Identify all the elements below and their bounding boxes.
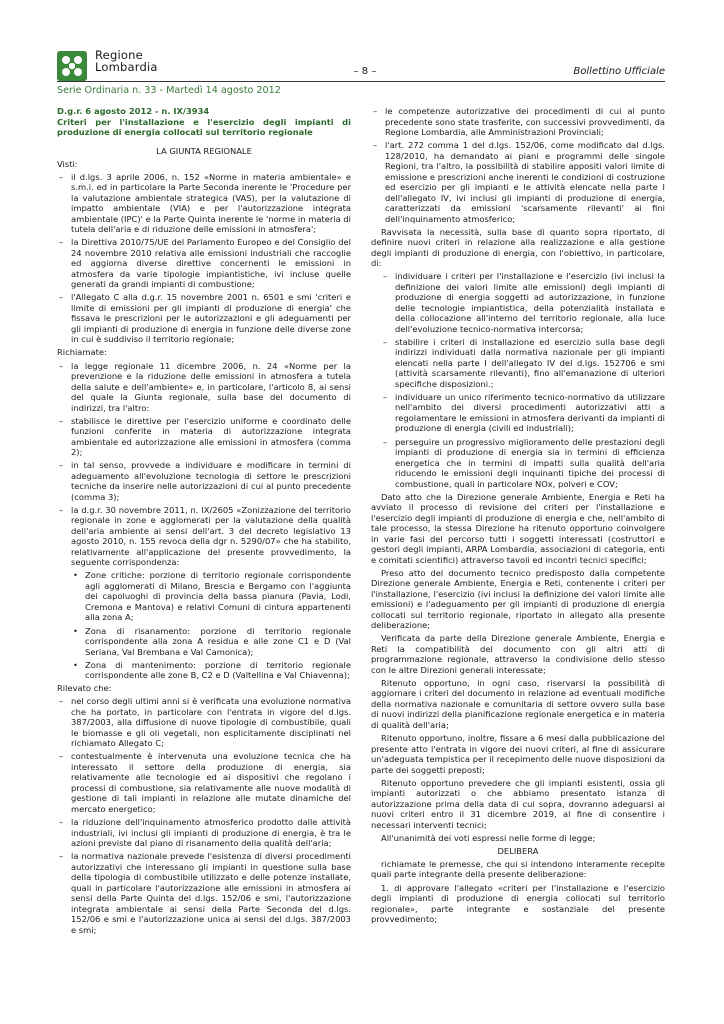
list-item: – la riduzione dell'inquinamento atmosferico prodotto dalle attività industriali, ivi inclusi gli impianti di produzione di energia, è tra le azioni previste dal piano di risanamento della qualità dell'aria; — [59, 817, 351, 848]
bulletin-title: Bollettino Ufficiale — [573, 66, 665, 77]
delibera-heading: DELIBERA — [497, 845, 539, 856]
page-number: – 8 – — [353, 66, 377, 77]
visti-label: Visti: — [57, 158, 78, 169]
richiamate-label: Richiamate: — [57, 347, 107, 358]
list-item: – le competenze autorizzative dei procedimenti di cui al punto precedente sono state trasferite, con successivi provvedimenti, da Regione Lombardia, alle Amministrazioni Provinciali; — [373, 106, 665, 137]
list-item: – il d.lgs. 3 aprile 2006, n. 152 «Norme in materia ambientale» e s.m.i. ed in particolare la Parte Seconda inerente le 'Procedure per la valutazione ambientale strategica (VAS), per la valutazione di impatto ambientale (VIA) e per l'autorizzazione integrata ambientale (IPC)' e la Parte Quinta inerente le 'norme in materia di tutela dell'aria e di riduzione delle emissioni in atmosfera'; — [59, 171, 351, 235]
paragraph: Ritenuto opportuno, in ogni caso, riservarsi la possibilità di aggiornare i criteri del documento in relazione ad eventuali modifiche della normativa nazionale e comunitaria di settore ovvero sulla base di nuovi indirizzi della pianificazione regionale energetica e in materia di qualità dell'aria; — [371, 677, 665, 730]
paragraph: 1. di approvare l'allegato «criteri per l'installazione e l'esercizio degli impianti di produzione di energia collocati sul territorio regionale», parte integrante e sostanziale del presente provvedimento; — [371, 882, 665, 924]
paragraph: Preso atto del documento tecnico predisposto dalla competente Direzione generale Ambiente, Energia e Reti, contenente i criteri per l'installazione, l'esercizio (ivi inclusi la definizione dei valori limite alle emissioni) e l'adeguamento per gli impianti di produzione di energia collocati sul territorio regionale, riportato in allegato alla presente deliberazione; — [371, 567, 665, 631]
list-item: – l'art. 272 comma 1 del d.lgs. 152/06, come modificato dal d.lgs. 128/2010, ha demandato ai piani e programmi delle singole Regioni, tra l'altro, la possibilità di stabilire appositi valori limite di emissione e prescrizioni anche inerenti le condizioni di costruzione ed esercizio per gli impianti e le attività elencate nella parte I dell'allegato IV, ivi inclusi gli impianti di produzione di energia, caratterizzati da emissioni 'scarsamente rilevanti' ai fini dell'inquinamento atmosferico; — [373, 140, 665, 224]
list-item: – la Direttiva 2010/75/UE del Parlamento Europeo e del Consiglio del 24 novembre 2010 relativa alle emissioni industriali che raccoglie ed aggiorna diverse direttive concernenti le emissioni in atmosfera da varie tipologie impiantistiche, ivi incluse quelle generati da grandi impianti di combustione; — [59, 237, 351, 290]
list-item: – stabilire i criteri di installazione ed esercizio sulla base degli indirizzi individuati dalla normativa nazionale per gli impianti elencati nella parte I dell'allegato IV del d.lgs. 152706 e smi (attività scarsamente rilevanti), fino all'emanazione di ulteriori specifiche disposizioni.; — [383, 336, 665, 389]
paragraph: Ritenuto opportuno, inoltre, fissare a 6 mesi dalla pubblicazione del presente atto l'entrata in vigore dei nuovi criteri, al fine di assicurare un'adeguata tempistica per il recepimento delle nuove disposizioni da parte dei soggetti preposti; — [371, 733, 665, 775]
logo-line-1: Regione — [95, 48, 143, 62]
body-heading: LA GIUNTA REGIONALE — [156, 145, 252, 156]
logo-wordmark — [95, 49, 158, 73]
right-column — [371, 106, 665, 927]
list-item: – l'Allegato C alla d.g.r. 15 novembre 2001 n. 6501 e smi 'criteri e limite di emissioni per gli impianti di produzione di energia' che fissava le prescrizioni per le autorizzazioni e gli adeguamenti per gli impianti di produzione di energia in funzione delle diverse zone in cui è suddiviso il territorio regionale; — [59, 292, 351, 345]
header-rule — [57, 81, 665, 82]
list-item: – individuare i criteri per l'installazione e l'esercizio (ivi inclusi la definizione dei valori limite alle emissioni) degli impianti di produzione di energia soggetti ad autorizzazione, in funzione delle tecnologie impiantistica, della potenzialità installata e della collocazione all'interno del territorio regionale, alla luce dell'evoluzione tecnico-normativa intercorsa; — [383, 271, 665, 334]
paragraph: All'unanimità dei voti espressi nelle forme di legge; — [381, 832, 596, 843]
decree-title: Criteri per l'installazione e l'esercizio degli impianti di produzione di energia collocati sul territorio regionale — [57, 116, 351, 137]
paragraph: Ritenuto opportuno prevedere che gli impianti esistenti, ossia gli impianti autorizzati o che abbiamo presentato istanza di autorizzazione prima della data di cui sopra, dovranno adeguarsi ai nuovi criteri entro il 31 dicembre 2019, al fine di consentire i necessari interventi tecnici; — [371, 777, 665, 830]
page-header — [0, 0, 724, 110]
list-item: – nel corso degli ultimi anni si è verificata una evoluzione normativa che ha portato, in particolare con l'entrata in vigore del d.lgs. 387/2003, alla diffusione di nuove tipologie di combustibile, quali le biomasse e gli oli vegetali, non esplicitamente disciplinati nel richiamato Allegato C; — [59, 696, 351, 749]
list-item: – in tal senso, provvede a individuare e modificare in termini di adeguamento all'evoluzione tecnologia di settore le prescrizioni tecniche da inserire nelle autorizzazioni di cui al punto precedente (comma 3); — [59, 460, 351, 502]
list-item: – stabilisce le direttive per l'esercizio uniforme e coordinato delle funzioni conferite in materia di autorizzazione integrata ambientale ed autorizzazione alle emissioni in atmosfera (comma 2); — [59, 415, 351, 458]
decree-reference: D.g.r. 6 agosto 2012 - n. IX/3934 — [57, 106, 210, 116]
left-column — [57, 106, 351, 938]
list-item: – la legge regionale 11 dicembre 2006, n. 24 «Norme per la prevenzione e la riduzione delle emissioni in atmosfera a tutela della salute e dell'ambiente» e, in particolare, l'articolo 8, ai sensi del quale la Giunta regionale, sulla base del documento di indirizzi, tra l'altro: — [59, 360, 351, 413]
regione-lombardia-logo-icon — [57, 51, 87, 81]
zone-item: • Zona di mantenimento: porzione di territorio regionale corrispondente alle zone B, C2 e D (Valtellina e Val Chiavenna); — [73, 659, 351, 681]
paragraph: Dato atto che la Direzione generale Ambiente, Energia e Reti ha avviato il processo di revisione dei criteri per l'installazione e l'esercizio degli impianti di produzione di energia e che, nell'ambito di tale processo, la stessa Direzione ha ritenuto opportuno coinvolgere in varie fasi del percorso tutti i soggetti interessati (costruttori e gestori degli impianti, ARPA Lombardia, associazioni di categoria, enti e comitati scientifici) attraverso tavoli ed incontri tecnici specifici; — [371, 491, 665, 565]
series-line: Serie Ordinaria n. 33 - Martedì 14 agosto 2012 — [57, 85, 281, 96]
zone-item: • Zona di risanamento: porzione di territorio regionale corrispondente alla zona A residua e alle zone C1 e D (Val Seriana, Val Brembana e Val Camonica); — [73, 625, 351, 657]
list-item: – perseguire un progressivo miglioramento delle prestazioni degli impianti di produzione di energia sia in termini di efficienza energetica che in termini di impatti sulla qualità dell'aria riducendo le emissioni degli inquinanti tipiche dei processi di combustione, quali in particolare NOx, polveri e COV; — [383, 436, 665, 489]
paragraph: richiamate le premesse, che qui si intendono interamente recepite quali parte integrante della presente deliberazione: — [371, 858, 665, 880]
list-item: – la d.g.r. 30 novembre 2011, n. IX/2605 «Zonizzazione del territorio regionale in zone e agglomerati per la valutazione della qualità dell'aria ambiente ai sensi dell'art. 3 del decreto legislativo 13 agosto 2010, n. 155 revoca della dgr n. 5290/07» che ha stabilito, relativamente all'applicazione del presente provvedimento, la seguente corrispondenza: — [59, 504, 351, 568]
paragraph: Verificata da parte della Direzione generale Ambiente, Energia e Reti la compatibilità del documento con gli altri atti di programmazione regionale, attraverso la condivisione dello stesso con le altre Direzioni generali interessate; — [371, 633, 665, 675]
list-item: – individuare un unico riferimento tecnico-normativo da utilizzare nell'ambito dei diversi procedimenti autorizzativi atti a regolamentare le emissioni in atmosfera derivanti da impianti di produzione di energia (civili ed industriali); — [383, 391, 665, 434]
logo-line-2: Lombardia — [95, 60, 158, 74]
zone-item: • Zone critiche: porzione di territorio regionale corrispondente agli agglomerati di Milano, Brescia e Bergamo con l'aggiunta dei capoluoghi di provincia della bassa pianura (Pavia, Lodi, Cremona e Mantova) e relativi Comuni di cintura appartenenti alla zona A; — [73, 570, 351, 623]
rilevato-label: Rilevato che: — [57, 683, 112, 694]
list-item: – la normativa nazionale prevede l'esistenza di diversi procedimenti autorizzativi che interessano gli impianti in questione sulla base della tipologia di combustibile utilizzato e delle potenze installate, quali in particolare l'autorizzazione alle emissioni in atmosfera ai sensi della Parte Quinta del d.lgs. 152/06 e smi, l'autorizzazione integrata ambientale ai sensi della Parte Seconda del d.lgs. 152/06 e smi e l'autorizzazione unica ai sensi del d.lgs. 387/2003 e smi; — [59, 851, 351, 935]
list-item: – contestualmente è intervenuta una evoluzione tecnica che ha interessato il settore della produzione di energia, sia relativamente alle tecnologie ed ai dispositivi che regolano i processi di combustione, sia relativamente alle nuove modalità di gestione di tali impianti in relazione alle mutate dinamiche del mercato energetico; — [59, 751, 351, 814]
paragraph: Ravvisata la necessità, sulla base di quanto sopra riportato, di definire nuovi criteri in relazione alla realizzazione e alla gestione degli impianti di produzione di energia, con l'obiettivo, in particolare, di: — [371, 226, 665, 269]
